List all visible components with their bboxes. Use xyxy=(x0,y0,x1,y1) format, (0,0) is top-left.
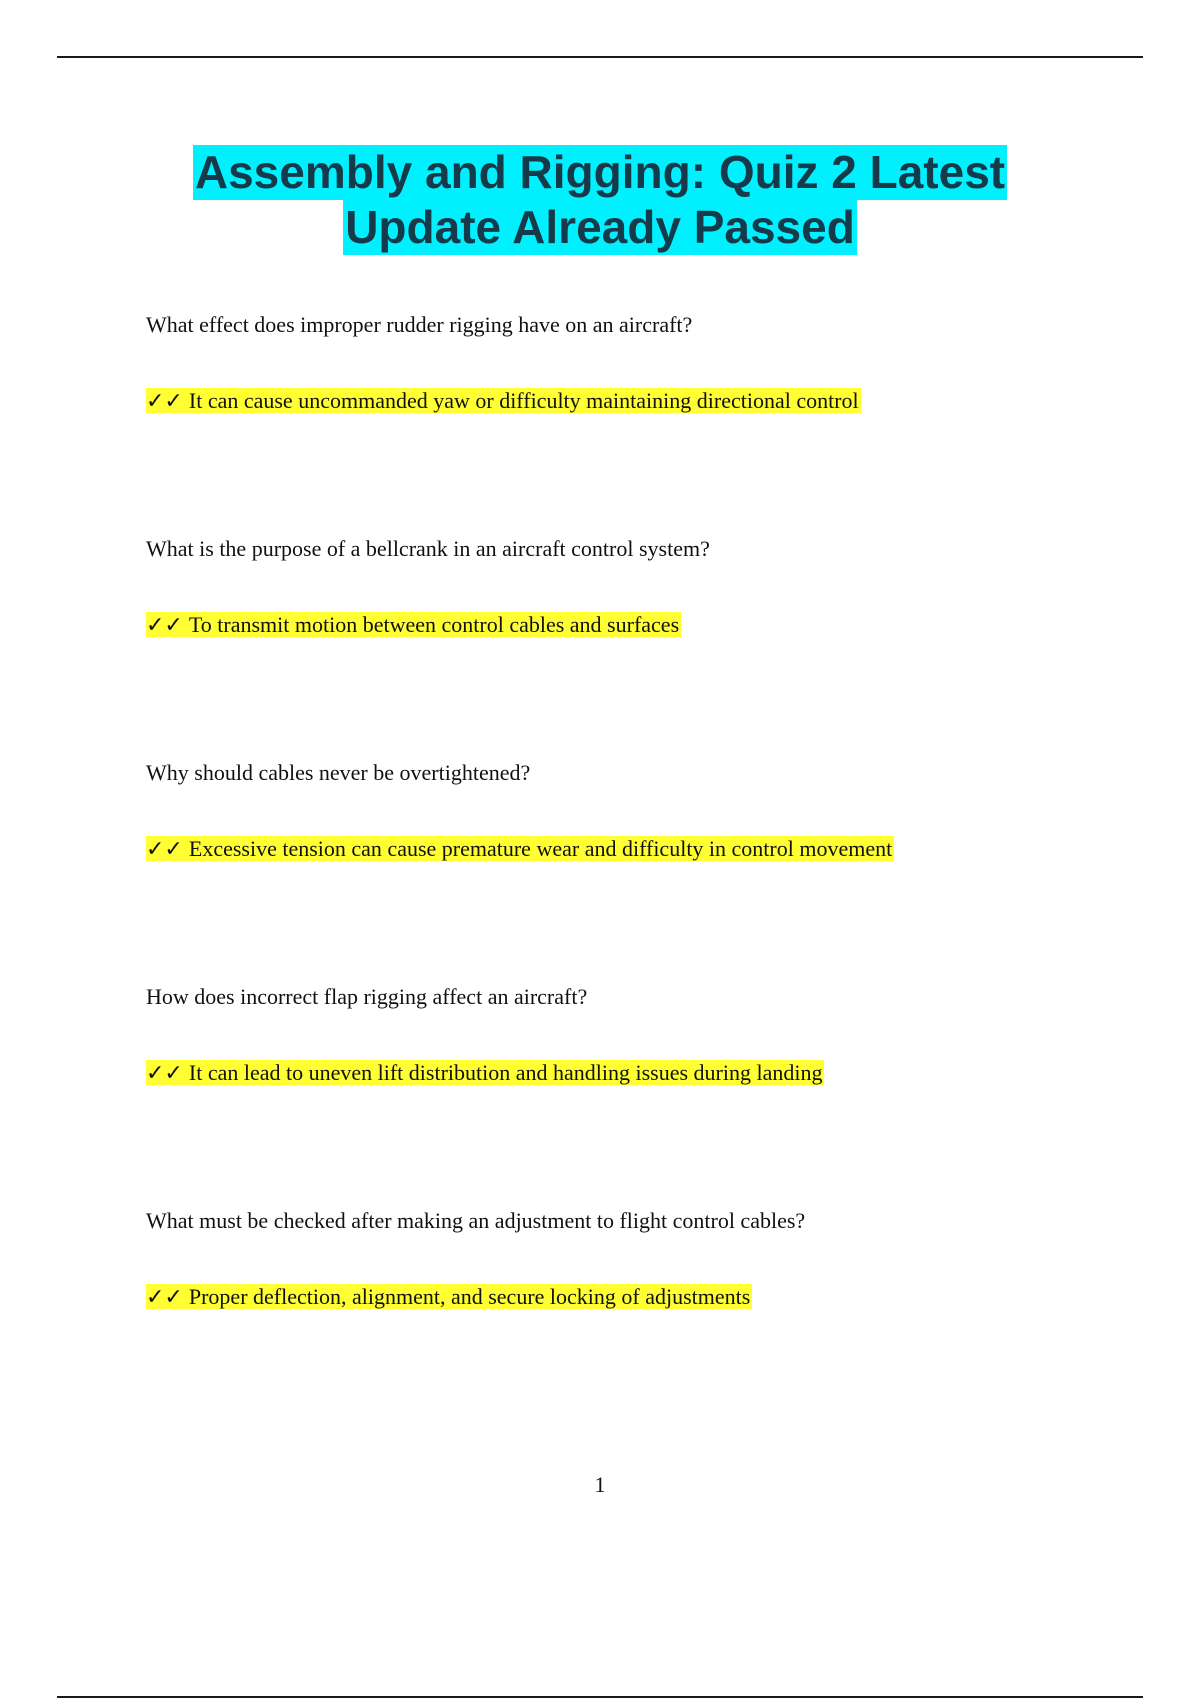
qa-item-1 xyxy=(146,310,1106,534)
answer-highlight xyxy=(146,612,681,637)
qa-item-4 xyxy=(146,982,1106,1206)
answer-text: To transmit motion between control cables and surfaces xyxy=(188,612,680,637)
title-line-1: Assembly and Rigging: Quiz 2 Latest xyxy=(194,146,1006,198)
answer-highlight xyxy=(146,388,861,413)
answer-row xyxy=(146,1058,1106,1088)
answer-row xyxy=(146,610,1106,640)
question-text: Why should cables never be overtightened? xyxy=(146,760,531,785)
top-divider xyxy=(57,56,1143,58)
title-line-2: Update Already Passed xyxy=(345,201,855,253)
answer-text: Excessive tension can cause premature wear and difficulty in control movement xyxy=(188,836,893,861)
question-text: What must be checked after making an adjustment to flight control cables? xyxy=(146,1208,806,1233)
document-title xyxy=(0,145,1200,255)
double-check-icon: ✓✓ xyxy=(146,1061,183,1086)
question-text: What effect does improper rudder rigging have on an aircraft? xyxy=(146,312,693,337)
double-check-icon: ✓✓ xyxy=(146,837,183,862)
answer-text: Proper deflection, alignment, and secure locking of adjustments xyxy=(188,1284,751,1309)
qa-item-5 xyxy=(146,1206,1106,1430)
question-text: How does incorrect flap rigging affect an aircraft? xyxy=(146,984,588,1009)
answer-row xyxy=(146,386,1106,416)
qa-item-2 xyxy=(146,534,1106,758)
qa-item-3 xyxy=(146,758,1106,982)
double-check-icon: ✓✓ xyxy=(146,613,183,638)
bottom-divider xyxy=(57,1696,1143,1698)
answer-row xyxy=(146,834,1106,864)
double-check-icon: ✓✓ xyxy=(146,389,183,414)
answer-highlight xyxy=(146,836,894,861)
answer-highlight xyxy=(146,1060,824,1085)
answer-highlight xyxy=(146,1284,752,1309)
answer-row xyxy=(146,1282,1106,1312)
double-check-icon: ✓✓ xyxy=(146,1285,183,1310)
question-text: What is the purpose of a bellcrank in an aircraft control system? xyxy=(146,536,710,561)
qa-list xyxy=(146,310,1106,1430)
page-number: 1 xyxy=(594,1472,606,1497)
answer-text: It can lead to uneven lift distribution and handling issues during landing xyxy=(188,1060,823,1085)
answer-text: It can cause uncommanded yaw or difficulty maintaining directional control xyxy=(188,388,859,413)
